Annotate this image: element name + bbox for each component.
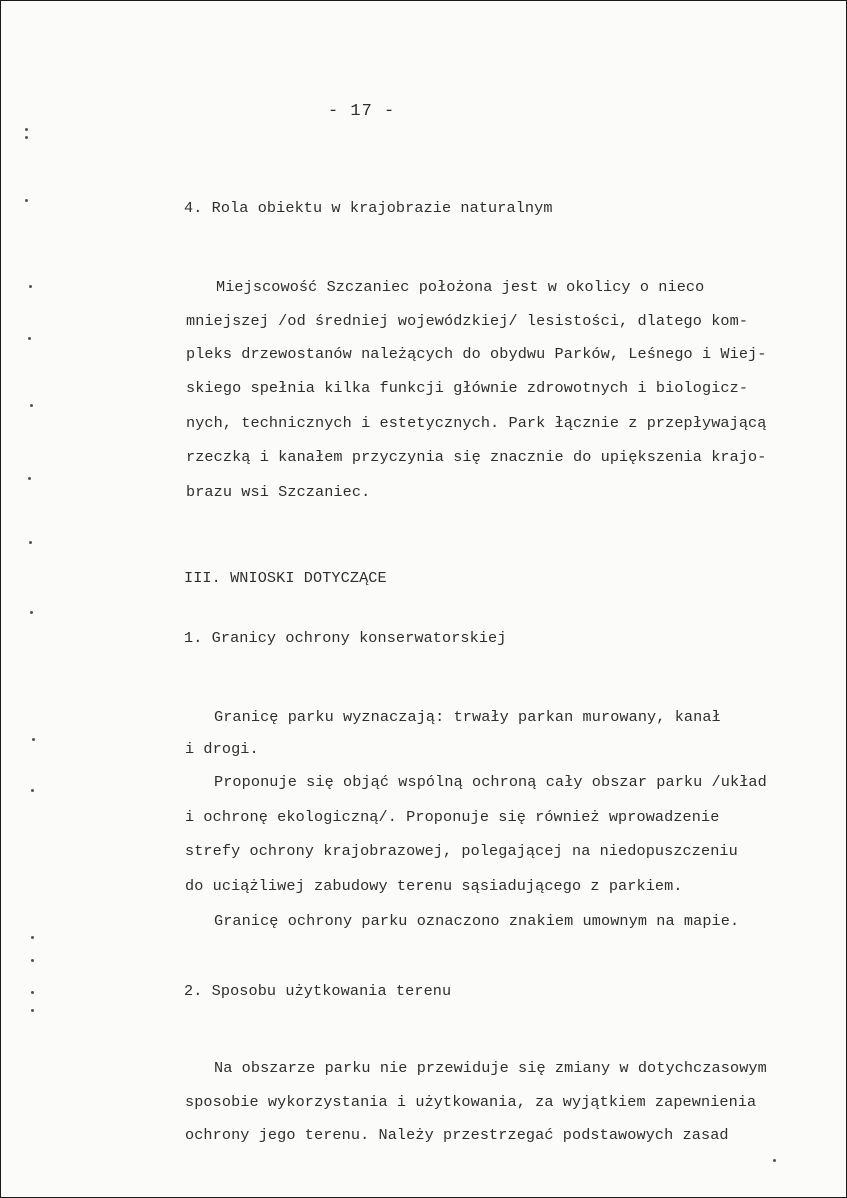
paragraph-line: brazu wsi Szczaniec. [186, 483, 371, 501]
page-number: - 17 - [328, 102, 396, 121]
margin-dot [32, 738, 35, 741]
paragraph-line: do uciążliwej zabudowy terenu sąsiadującego z parkiem. [185, 877, 683, 895]
subsection-heading: 2. Sposobu użytkowania terenu [184, 982, 452, 1000]
margin-dot [28, 337, 31, 340]
margin-dot [28, 477, 31, 480]
margin-dot [773, 1159, 776, 1162]
margin-dot [31, 789, 34, 792]
paragraph-line: pleks drzewostanów należących do obydwu Parków, Leśnego i Wiej- [186, 345, 767, 363]
margin-dot [29, 541, 32, 544]
paragraph-line: Granicę ochrony parku oznaczono znakiem umownym na mapie. [214, 912, 740, 930]
paragraph-line: ochrony jego terenu. Należy przestrzegać podstawowych zasad [185, 1126, 729, 1144]
margin-dot [31, 936, 34, 939]
paragraph-line: i ochronę ekologiczną/. Proponuje się również wprowadzenie [185, 808, 720, 826]
section-heading: 4. Rola obiektu w krajobrazie naturalnym [184, 199, 553, 217]
margin-dot [25, 136, 28, 139]
paragraph-line: Proponuje się objąć wspólną ochroną cały obszar parku /układ [214, 773, 767, 791]
margin-dot [31, 959, 34, 962]
margin-dot [31, 1009, 34, 1012]
paragraph-line: strefy ochrony krajobrazowej, polegającej na niedopuszczeniu [185, 842, 738, 860]
margin-dot [25, 128, 28, 131]
paragraph-line: Na obszarze parku nie przewiduje się zmiany w dotychczasowym [214, 1059, 767, 1077]
paragraph-line: Miejscowość Szczaniec położona jest w okolicy o nieco [216, 278, 705, 296]
margin-dot [31, 991, 34, 994]
paragraph-line: nych, technicznych i estetycznych. Park łącznie z przepływającą [186, 414, 767, 432]
paragraph-line: mniejszej /od średniej wojewódzkiej/ lesistości, dlatego kom- [186, 312, 749, 330]
margin-dot [30, 611, 33, 614]
margin-dot [30, 404, 33, 407]
margin-dot [25, 199, 28, 202]
paragraph-line: sposobie wykorzystania i użytkowania, za wyjątkiem zapewnienia [185, 1093, 757, 1111]
subsection-heading: 1. Granicy ochrony konserwatorskiej [184, 629, 507, 647]
paragraph-line: Granicę parku wyznaczają: trwały parkan murowany, kanał [214, 708, 721, 726]
margin-dot [29, 285, 32, 288]
paragraph-line: skiego spełnia kilka funkcji głównie zdrowotnych i biologicz- [186, 379, 749, 397]
section-heading: III. WNIOSKI DOTYCZĄCE [184, 569, 387, 587]
paragraph-line: rzeczką i kanałem przyczynia się znacznie do upiększenia krajo- [186, 448, 767, 466]
paragraph-line: i drogi. [185, 740, 259, 758]
